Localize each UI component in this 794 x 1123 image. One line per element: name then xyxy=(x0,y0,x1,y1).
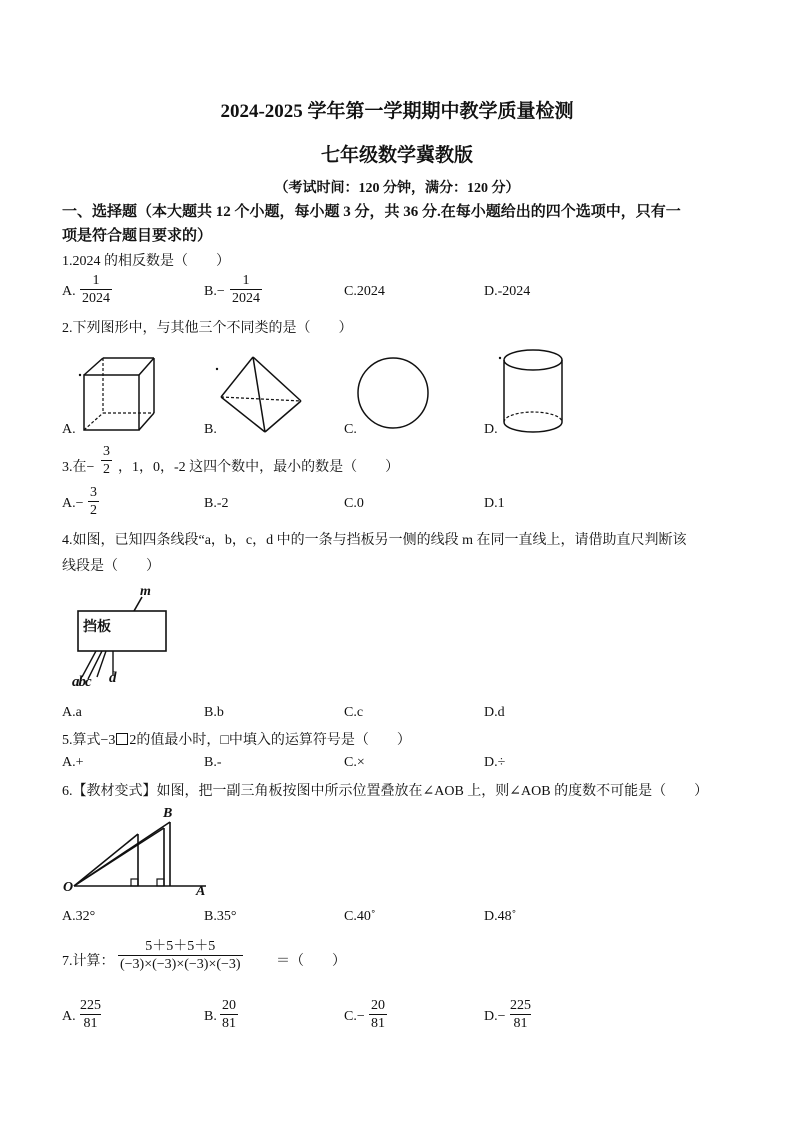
q4-board-label: 挡板 xyxy=(83,619,111,635)
q1-option-d: D.-2024 xyxy=(484,284,531,299)
q2-stem: 2.下列图形中，与其他三个不同类的是（ ） xyxy=(62,321,353,336)
q4-option-a: A.a xyxy=(62,705,82,720)
q2-option-a: A. xyxy=(62,422,76,437)
q1-stem: 1.2024 的相反数是（ ） xyxy=(62,254,230,269)
q3-a-denominator: 2 xyxy=(90,503,97,518)
exam-subtitle: 七年级数学冀教版 xyxy=(320,145,473,166)
q4-option-d: D.d xyxy=(484,705,505,720)
q3-stem-prefix: 3.在− xyxy=(62,460,95,475)
q7-option-a-fraction xyxy=(80,997,101,1032)
q5-expr-left: −3 xyxy=(100,733,116,748)
q3-stem-numerator: 3 xyxy=(103,444,110,459)
q1-option-b-fraction xyxy=(230,272,262,307)
q6-option-c: C.40˚ xyxy=(344,909,376,924)
q3-option-c: C.0 xyxy=(344,496,364,511)
q2-option-c: C. xyxy=(344,422,357,437)
q7-option-c-fraction xyxy=(369,997,387,1032)
q4-option-c: C.c xyxy=(344,705,364,720)
cylinder-figure xyxy=(497,346,569,438)
q7-d-denominator: 81 xyxy=(510,1014,531,1032)
q7-option-d-fraction xyxy=(510,997,531,1032)
q7-b-numerator: 20 xyxy=(222,998,236,1013)
q5-option-b: B.- xyxy=(204,755,222,770)
q7-option-b-prefix: B. xyxy=(204,1009,217,1024)
q3-option-a-fraction xyxy=(88,484,99,519)
q1-a-denominator: 2024 xyxy=(82,291,110,306)
q4-stem-line2: 线段是（ ） xyxy=(62,559,160,574)
q1-option-c: C.2024 xyxy=(344,284,385,299)
exam-info: （考试时间：120 分钟，满分：120 分） xyxy=(274,181,520,196)
q3-option-b: B.-2 xyxy=(204,496,229,511)
q7-option-d-prefix: D.− xyxy=(484,1009,506,1024)
q1-a-numerator: 1 xyxy=(92,273,100,288)
pyramid-figure xyxy=(213,355,305,439)
q1-option-a-prefix: A. xyxy=(62,284,76,299)
q7-b-denominator: 81 xyxy=(222,1016,236,1031)
cube-figure xyxy=(76,355,158,439)
q6-figure xyxy=(62,806,212,904)
q7-stem-suffix: ＝（ ） xyxy=(276,954,346,969)
q7-option-b-fraction xyxy=(220,997,238,1032)
q7-stem-fraction xyxy=(118,938,243,973)
q5-expr-right: 2 xyxy=(129,733,137,748)
q5-stem xyxy=(62,729,411,749)
q7-stem-prefix: 7.计算： xyxy=(62,954,115,969)
q2-option-d: D. xyxy=(484,422,498,437)
q3-option-a-prefix: A.− xyxy=(62,496,84,511)
q3-a-numerator: 3 xyxy=(90,485,97,500)
q6-option-d: D.48˚ xyxy=(484,909,517,924)
q5-stem-suffix: 的值最小时，□中填入的运算符号是（ ） xyxy=(136,733,411,748)
q5-stem-prefix: 5.算式 xyxy=(62,733,101,748)
q6-option-a: A.32° xyxy=(62,909,96,924)
q4-label-d: d xyxy=(109,670,117,686)
q7-a-numerator: 225 xyxy=(80,998,101,1013)
q7-option-a-prefix: A. xyxy=(62,1009,76,1024)
q7-stem-numerator: 5＋5＋5＋5 xyxy=(145,939,216,954)
q1-option-b-prefix: B.− xyxy=(204,284,225,299)
q1-b-denominator: 2024 xyxy=(232,291,260,306)
q7-c-denominator: 81 xyxy=(371,1016,385,1031)
q6-label-o: O xyxy=(63,880,74,895)
section-heading-line1: 一、选择题（本大题共 12 个小题，每小题 3 分，共 36 分.在每小题给出的四个选项中，只有一 xyxy=(62,204,681,220)
q4-label-m: m xyxy=(140,584,151,599)
q2-option-b: B. xyxy=(204,422,217,437)
q3-stem-fraction xyxy=(101,443,112,478)
section-heading-line2: 项是符合题目要求的） xyxy=(62,228,213,244)
q5-option-c: C.× xyxy=(344,755,365,770)
q4-option-b: B.b xyxy=(204,705,224,720)
q5-option-d: D.÷ xyxy=(484,755,506,770)
q7-d-numerator: 225 xyxy=(510,998,531,1013)
q7-stem-denominator: (−3)×(−3)×(−3)×(−3) xyxy=(120,957,241,972)
exam-title: 2024-2025 学年第一学期期中教学质量检测 xyxy=(220,101,574,122)
q3-stem-denominator: 2 xyxy=(103,462,110,477)
q7-c-numerator: 20 xyxy=(371,998,385,1013)
q7-option-c-prefix: C.− xyxy=(344,1009,365,1024)
q1-option-a-fraction xyxy=(80,272,112,307)
q4-label-abc: abc xyxy=(72,674,91,690)
q3-stem-suffix: ，1，0，-2 这四个数中，最小的数是（ ） xyxy=(118,460,400,475)
q6-stem: 6.【教材变式】如图，把一副三角板按图中所示位置叠放在∠AOB 上，则∠AOB 的度数不可能是（ ） xyxy=(62,784,709,799)
q1-b-numerator: 1 xyxy=(242,273,250,288)
circle-figure xyxy=(356,356,430,430)
operator-box xyxy=(116,733,128,745)
q3-option-d: D.1 xyxy=(484,496,505,511)
q6-option-b: B.35° xyxy=(204,909,237,924)
q5-option-a: A.+ xyxy=(62,755,84,770)
q7-a-denominator: 81 xyxy=(80,1014,101,1032)
q4-stem-line1: 4.如图，已知四条线段“a，b，c，d 中的一条与挡板另一侧的线段 m 在同一直线上，请借助直尺判断该 xyxy=(62,533,687,548)
q6-label-a: A xyxy=(196,884,206,899)
q6-label-b: B xyxy=(163,806,173,821)
